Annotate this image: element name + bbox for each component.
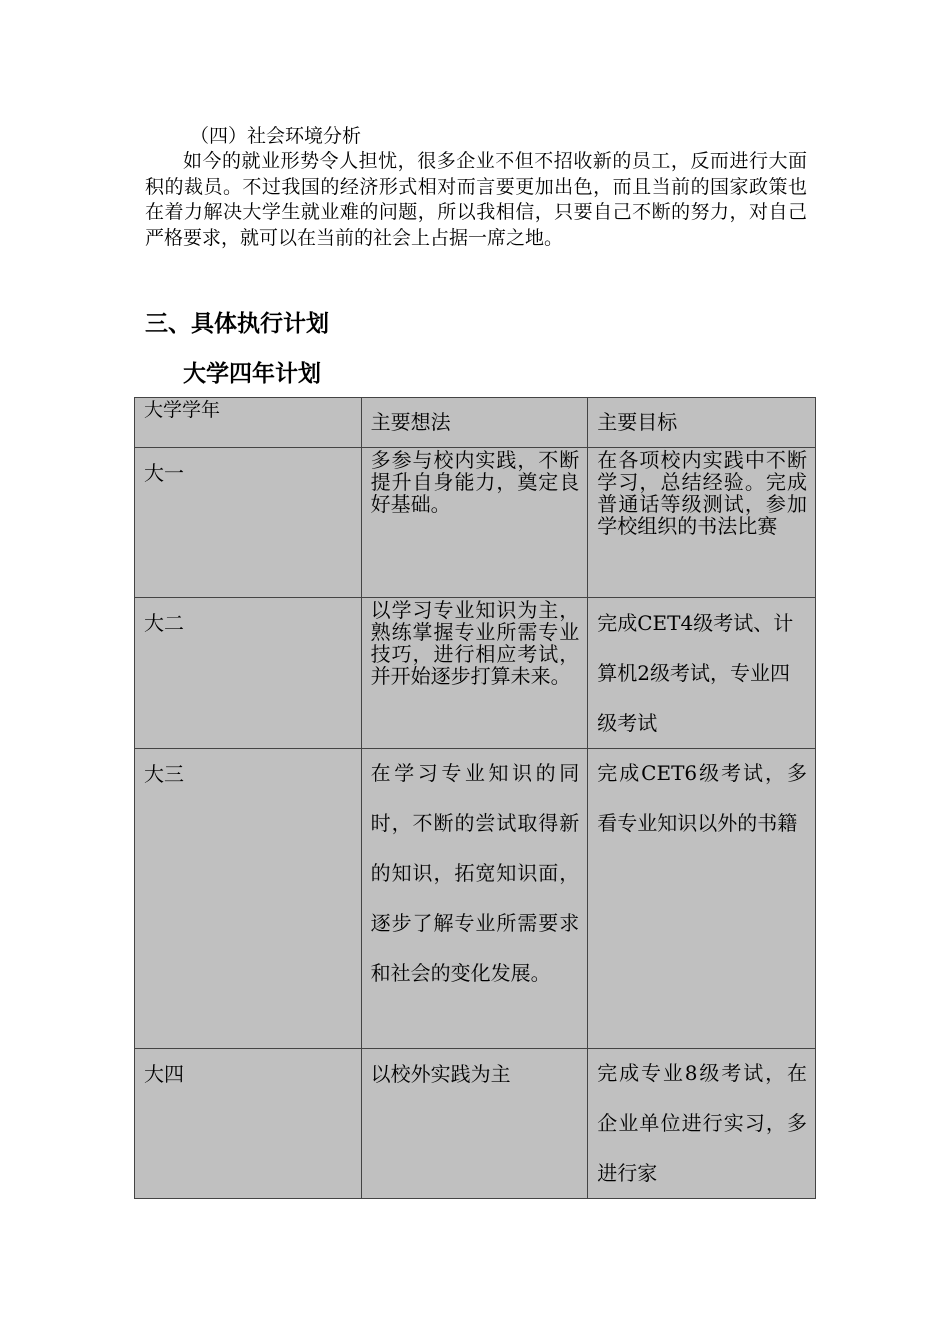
subsection-heading: （四）社会环境分析 <box>190 125 362 147</box>
year-label: 大四 <box>144 1062 184 1086</box>
table-row <box>135 598 816 749</box>
section-heading: 三、具体执行计划 <box>145 310 329 337</box>
year-cell <box>135 598 362 749</box>
paragraph: 如今的就业形势令人担忧，很多企业不但不招收新的员工，反而进行大面积的裁员。不过我国的经济形式相对而言要更加出色，而且当前的国家政策也在着力解决大学生就业难的问题，所以我相信，只要自己不断的努力，对自己严格要求，就可以在当前的社会上占据一席之地。 <box>145 150 807 249</box>
idea-cell <box>361 1049 588 1199</box>
table-row <box>135 1049 816 1199</box>
header-cell-goal <box>588 398 816 448</box>
year-label: 大三 <box>144 762 184 786</box>
goal-text: 在各项校内实践中不断学习，总结经验。完成普通话等级测试，参加学校组织的书法比赛 <box>597 448 807 538</box>
goal-text: 完成CET6级考试，多看专业知识以外的书籍 <box>597 761 807 835</box>
idea-text: 以学习专业知识为主，熟练掌握专业所需专业技巧，进行相应考试，并开始逐步打算未来。 <box>370 598 580 688</box>
goal-cell <box>588 1049 816 1199</box>
year-label: 大二 <box>144 611 184 635</box>
header-idea-label: 主要想法 <box>370 410 451 434</box>
header-cell-idea <box>361 398 588 448</box>
table-header-row <box>135 398 816 448</box>
header-goal-label: 主要目标 <box>597 410 678 434</box>
year-cell <box>135 1049 362 1199</box>
header-cell-year <box>135 398 362 448</box>
header-year-label: 大学学年 <box>144 399 221 421</box>
plan-table <box>134 397 816 1199</box>
goal-text: 完成CET4级考试、计算机2级考试，专业四级考试 <box>597 611 794 735</box>
idea-text: 以校外实践为主 <box>370 1062 511 1086</box>
table-row <box>135 749 816 1049</box>
idea-cell <box>361 598 588 749</box>
table-title: 大学四年计划 <box>183 360 321 387</box>
year-cell <box>135 749 362 1049</box>
idea-text: 多参与校内实践，不断提升自身能力，奠定良好基础。 <box>370 448 580 516</box>
goal-cell <box>588 749 816 1049</box>
goal-cell <box>588 598 816 749</box>
table-row <box>135 448 816 598</box>
idea-cell <box>361 448 588 598</box>
year-label: 大一 <box>144 461 184 485</box>
goal-cell <box>588 448 816 598</box>
idea-text: 在学习专业知识的同时，不断的尝试取得新的知识，拓宽知识面，逐步了解专业所需要求和社会的变化发展。 <box>370 761 580 985</box>
year-cell <box>135 448 362 598</box>
goal-text: 完成专业8级考试，在企业单位进行实习，多进行家 <box>597 1061 807 1185</box>
idea-cell <box>361 749 588 1049</box>
